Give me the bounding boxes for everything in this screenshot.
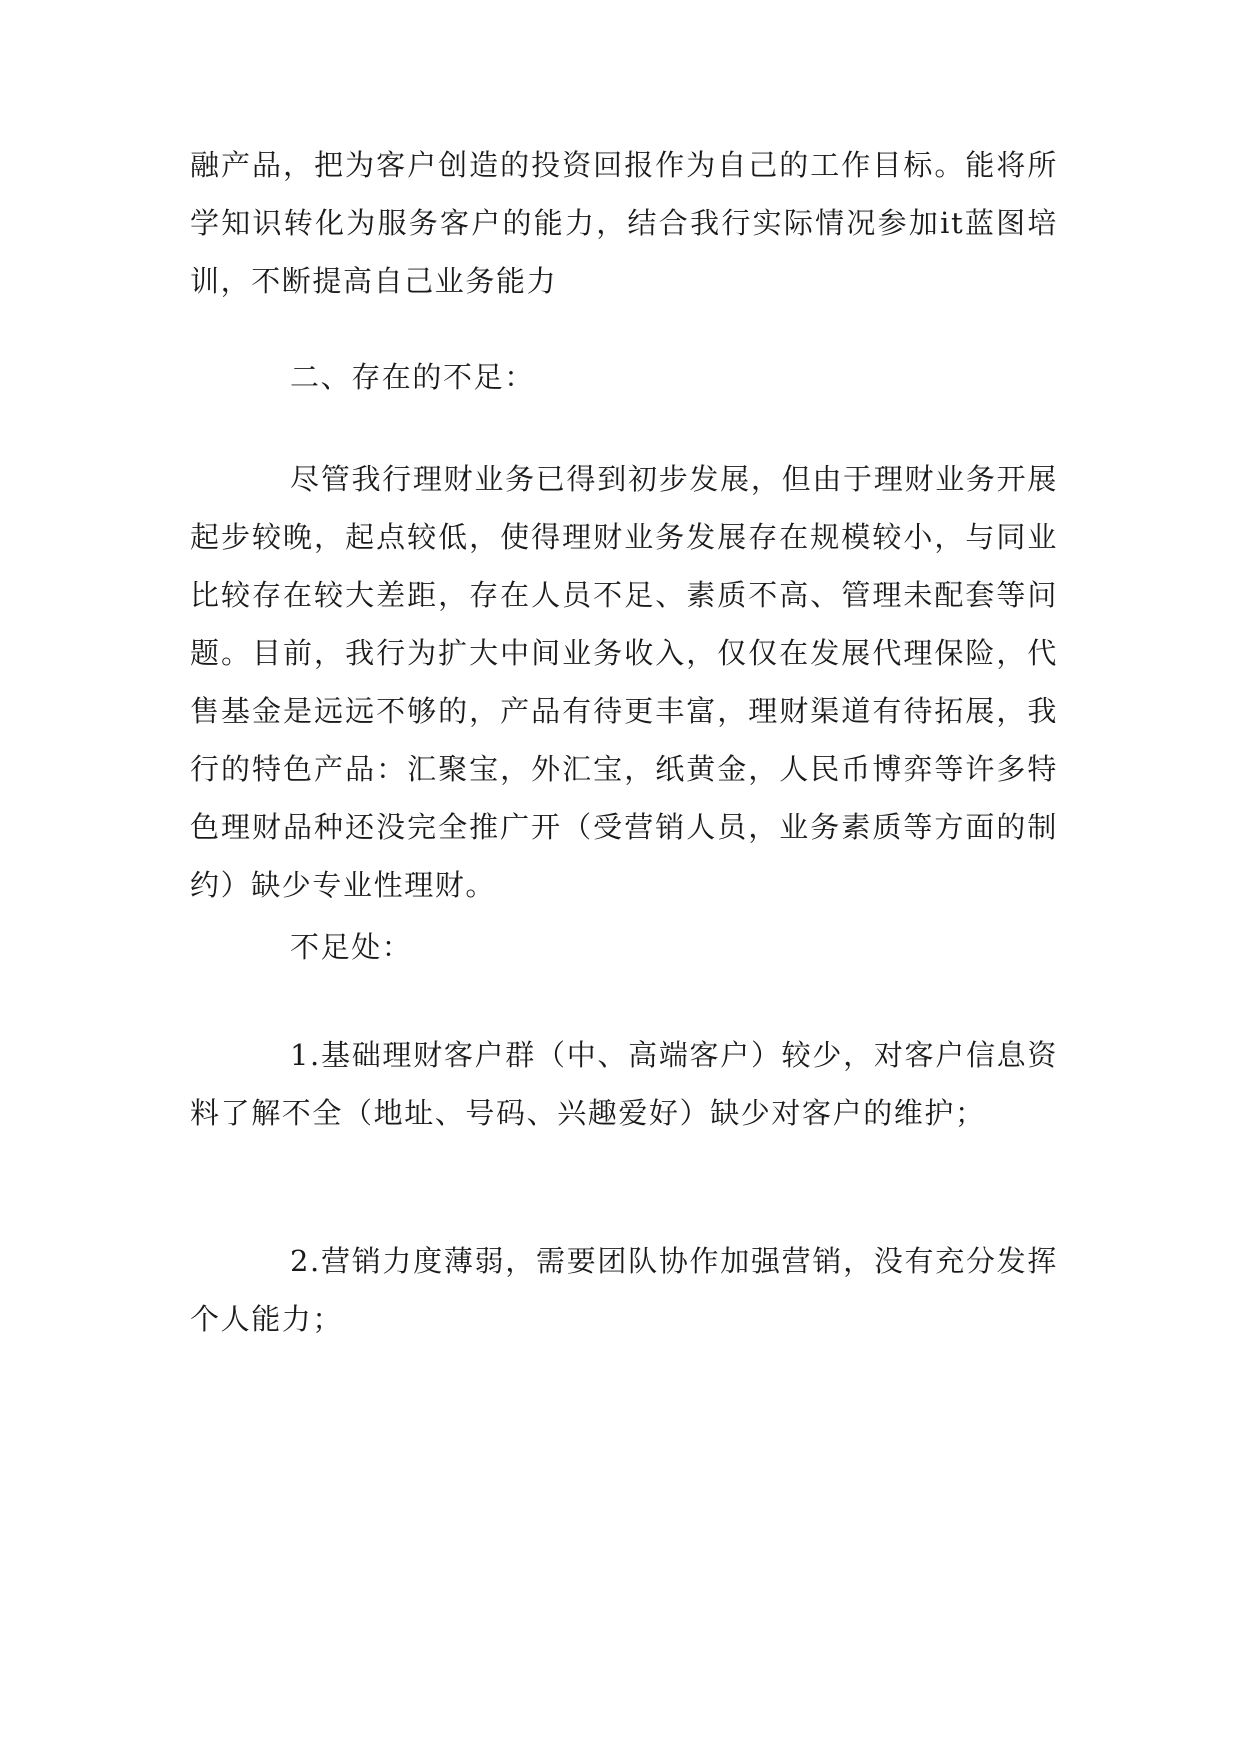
section-heading-weaknesses: 不足处： <box>290 930 413 964</box>
paragraph-continued: 融产品，把为客户创造的投资回报作为自己的工作目标。能将所学知识转化为服务客户的能力，结合我行实际情况参加it蓝图培训，不断提高自己业务能力 <box>190 148 1058 298</box>
list-item-2: 2.营销力度薄弱，需要团队协作加强营销，没有充分发挥个人能力； <box>190 1244 1058 1336</box>
list-item-1: 1.基础理财客户群（中、高端客户）较少，对客户信息资料了解不全（地址、号码、兴趣爱好）缺少对客户的维护； <box>190 1038 1058 1130</box>
section-heading-shortcomings: 二、存在的不足： <box>290 360 535 394</box>
paragraph-shortcomings-detail: 尽管我行理财业务已得到初步发展，但由于理财业务开展起步较晚，起点较低，使得理财业务发展存在规模较小，与同业比较存在较大差距，存在人员不足、素质不高、管理未配套等问题。目前，我行为扩大中间业务收入，仅仅在发展代理保险，代售基金是远远不够的，产品有待更丰富，理财渠道有待拓展，我行的特色产品：汇聚宝，外汇宝，纸黄金，人民币博弈等许多特色理财品种还没完全推广开（受营销人员，业务素质等方面的制约）缺少专业性理财。 <box>190 462 1058 902</box>
